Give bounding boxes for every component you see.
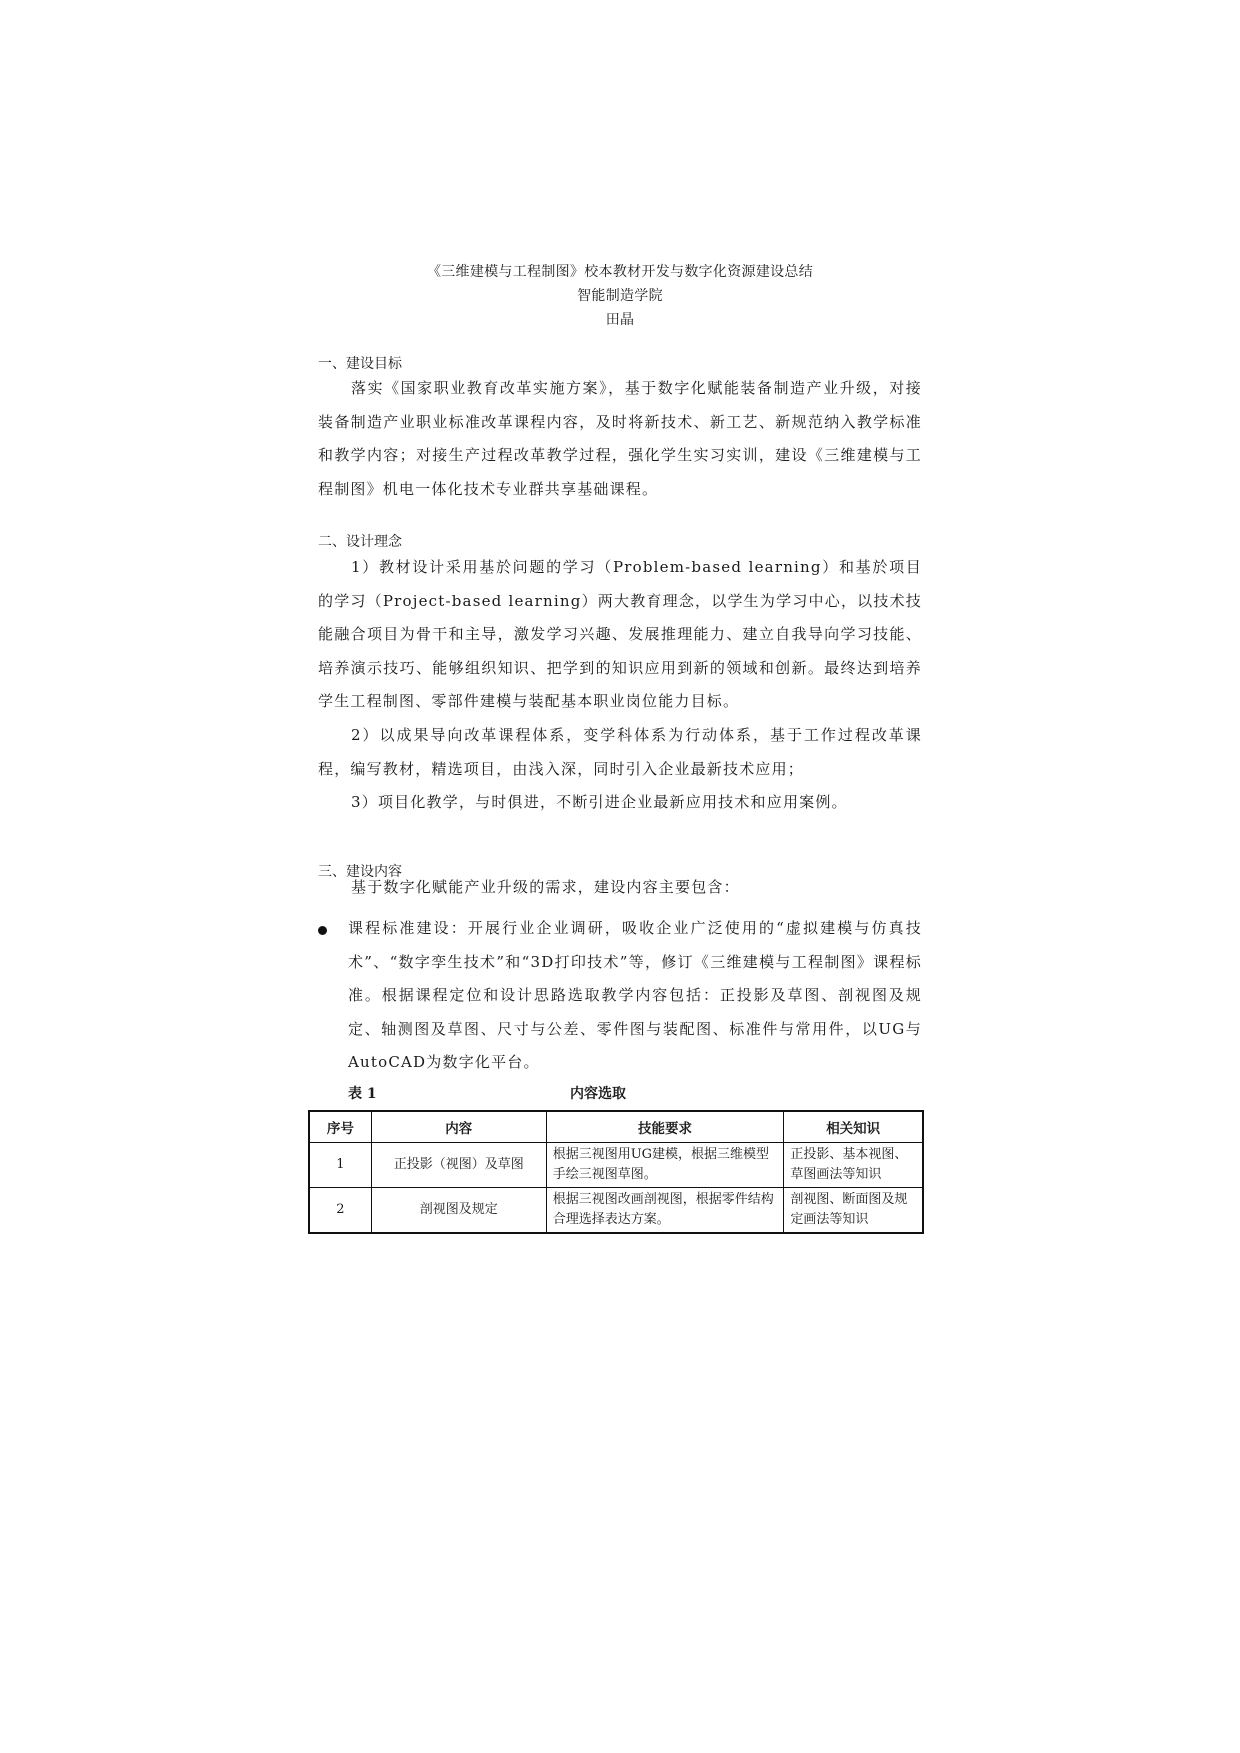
- cell-knowledge: 剖视图、断面图及规定画法等知识: [784, 1188, 923, 1234]
- table-header-row: [309, 1111, 923, 1143]
- header-no: 序号: [309, 1111, 371, 1143]
- header-knowledge: 相关知识: [784, 1111, 923, 1143]
- concept-item-3: 3）项目化教学，与时俱进，不断引进企业最新应用技术和应用案例。: [351, 793, 848, 811]
- header-content: 内容: [371, 1111, 546, 1143]
- cell-knowledge: 正投影、基本视图、草图画法等知识: [784, 1143, 923, 1188]
- cell-content: 正投影（视图）及草图: [371, 1143, 546, 1188]
- goal-paragraph: 落实《国家职业教育改革实施方案》，基于数字化赋能装备制造产业升级，对接装备制造产业职业标准改革课程内容，及时将新技术、新工艺、新规范纳入教学标准和教学内容；对接生产过程改革教学过程，强化学生实习实训，建设《三维建模与工程制图》机电一体化技术专业群共享基础课程。: [318, 379, 922, 498]
- table-row: [309, 1188, 923, 1234]
- content-selection-table: [308, 1110, 924, 1234]
- document-title: 《三维建模与工程制图》校本教材开发与数字化资源建设总结: [426, 264, 814, 280]
- table-row: [309, 1143, 923, 1188]
- table-title: 内容选取: [570, 1086, 626, 1102]
- concept-item-2: 2）以成果导向改革课程体系，变学科体系为行动体系，基于工作过程改革课程，编写教材，精选项目，由浅入深，同时引入企业最新技术应用；: [318, 726, 922, 778]
- author-name: 田晶: [605, 312, 635, 328]
- table-label: 表 1: [348, 1086, 377, 1102]
- cell-content: 剖视图及规定: [371, 1188, 546, 1234]
- bullet-text: 课程标准建设：开展行业企业调研，吸收企业广泛使用的“虚拟建模与仿真技术”、“数字孪生技术”和“3D打印技术”等，修订《三维建模与工程制图》课程标准。根据课程定位和设计思路选取教学内容包括：正投影及草图、剖视图及规定、轴测图及草图、尺寸与公差、零件图与装配图、标准件与常用件，以UG与AutoCAD为数字化平台。: [348, 919, 922, 1071]
- cell-skill: 根据三视图改画剖视图，根据零件结构合理选择表达方案。: [546, 1188, 784, 1234]
- section-heading-concept: 二、设计理念: [318, 534, 402, 550]
- cell-no: 2: [309, 1188, 371, 1234]
- department-name: 智能制造学院: [577, 288, 663, 304]
- concept-item-1: 1）教材设计采用基於问题的学习（Problem-based learning）和基於项目的学习（Project-based learning）两大教育理念，以学生为学习中心，以技术技能融合项目为骨干和主导，激发学习兴趣、发展推理能力、建立自我导向学习技能、培养演示技巧、能够组织知识、把学到的知识应用到新的领域和创新。最终达到培养学生工程制图、零部件建模与装配基本职业岗位能力目标。: [318, 558, 922, 710]
- cell-skill: 根据三视图用UG建模，根据三维模型手绘三视图草图。: [546, 1143, 784, 1188]
- content-intro: 基于数字化赋能产业升级的需求，建设内容主要包含：: [351, 878, 740, 896]
- header-skill: 技能要求: [546, 1111, 784, 1143]
- bullet-dot-icon: [318, 926, 327, 935]
- cell-no: 1: [309, 1143, 371, 1188]
- section-heading-content: 三、建设内容: [318, 864, 402, 880]
- section-heading-goal: 一、建设目标: [318, 356, 402, 372]
